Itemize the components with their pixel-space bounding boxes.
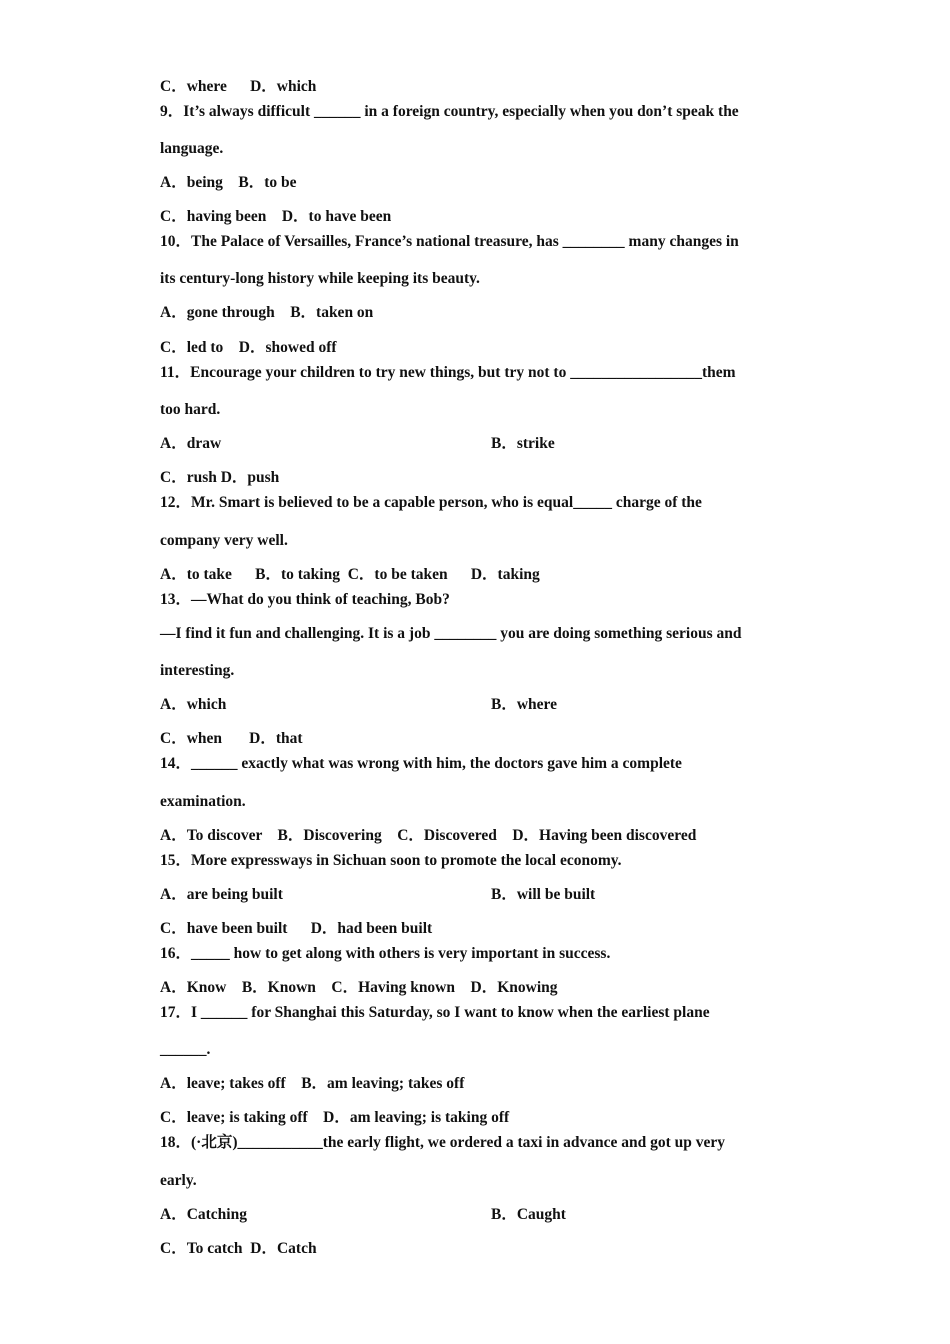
q14-options: A．To discover B．Discovering C．Discovered D．Having been discovered xyxy=(160,827,697,844)
q8-options-cd: C．where D．which xyxy=(160,78,317,95)
q9-options-cd: C．having been D．to have been xyxy=(160,208,392,225)
q9-stem: 9．It’s always difficult ______ in a foreign country, especially when you don’t speak the xyxy=(160,103,739,120)
q9-stem-cont: language. xyxy=(160,140,224,157)
q14-stem-cont: examination. xyxy=(160,793,246,810)
q16-options: A．Know B．Known C．Having known D．Knowing xyxy=(160,979,558,996)
q10-options-ab: A．gone through B．taken on xyxy=(160,304,374,321)
q9-options-ab: A．being B．to be xyxy=(160,174,297,191)
q15-options-cd: C．have been built D．had been built xyxy=(160,920,433,937)
q17-stem: 17．I ______ for Shanghai this Saturday, so I want to know when the earliest plane xyxy=(160,1004,710,1021)
q12-stem-cont: company very well. xyxy=(160,532,288,549)
q17-options-cd: C．leave; is taking off D．am leaving; is taking off xyxy=(160,1109,510,1126)
q18-stem: 18．(·北京)___________the early flight, we ordered a taxi in advance and got up very xyxy=(160,1134,726,1151)
q18-option-b: B．Caught xyxy=(491,1206,566,1223)
q17-stem-cont: ______. xyxy=(160,1041,211,1058)
q11-option-a: A．draw xyxy=(160,435,222,452)
q10-stem: 10．The Palace of Versailles, France’s national treasure, has ________ many changes in xyxy=(160,233,739,250)
q10-stem-cont: its century-long history while keeping its beauty. xyxy=(160,270,480,287)
q11-stem-cont: too hard. xyxy=(160,401,221,418)
q14-stem: 14．______ exactly what was wrong with him, the doctors gave him a complete xyxy=(160,755,682,772)
q11-options-cd: C．rush D．push xyxy=(160,469,280,486)
q13-stem-cont-2: interesting. xyxy=(160,662,235,679)
q13-stem: 13．—What do you think of teaching, Bob? xyxy=(160,591,450,608)
q12-stem: 12．Mr. Smart is believed to be a capable person, who is equal_____ charge of the xyxy=(160,494,702,511)
q10-options-cd: C．led to D．showed off xyxy=(160,339,337,356)
q12-options: A．to take B．to taking C．to be taken D．taking xyxy=(160,566,540,583)
q13-option-b: B．where xyxy=(491,696,558,713)
q11-option-b: B．strike xyxy=(491,435,555,452)
q11-stem: 11．Encourage your children to try new things, but try not to _________________them xyxy=(160,364,736,381)
q13-option-a: A．which xyxy=(160,696,227,713)
q15-stem: 15．More expressways in Sichuan soon to promote the local economy. xyxy=(160,852,622,869)
q18-stem-cont: early. xyxy=(160,1172,197,1189)
q15-option-b: B．will be built xyxy=(491,886,596,903)
q17-options-ab: A．leave; takes off B．am leaving; takes off xyxy=(160,1075,465,1092)
q15-option-a: A．are being built xyxy=(160,886,283,903)
q13-options-cd: C．when D．that xyxy=(160,730,303,747)
q18-options-cd: C．To catch D．Catch xyxy=(160,1240,317,1257)
q13-stem-cont: —I find it fun and challenging. It is a job ________ you are doing something serious and xyxy=(160,625,742,642)
q16-stem: 16．_____ how to get along with others is very important in success. xyxy=(160,945,611,962)
q18-option-a: A．Catching xyxy=(160,1206,247,1223)
